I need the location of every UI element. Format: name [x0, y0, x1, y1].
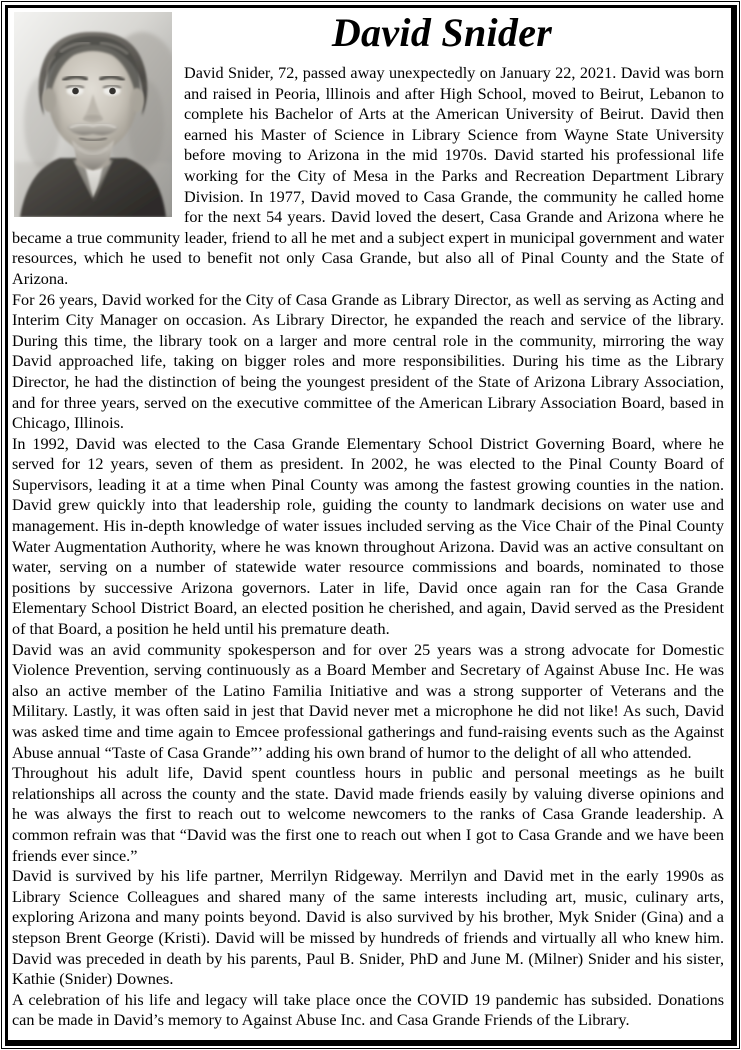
- obituary-paragraph: For 26 years, David worked for the City of Casa Grande as Library Director, as well as serving as Acting and Interim City Manager on occasion. As Library Director, he expanded the reach and service of the library. During this time, the library took on a larger and more central role in the community, mirroring the way David approached life, taking on bigger roles and more responsibilities. During his time as the Library Director, he had the distinction of being the youngest president of the State of Arizona Library Association, and for three years, served on the executive committee of the American Library Association Board, based in Chicago, Illinois.: [12, 290, 724, 433]
- portrait-photo: [14, 12, 172, 217]
- obituary-paragraph: Throughout his adult life, David spent countless hours in public and personal meetings as he built relationships all across the county and the state. David made friends easily by valuing diverse opinions and he was always the first to reach out to welcome newcomers to the ranks of Casa Grande leadership. A common refrain was that “David was the first one to reach out when I got to Casa Grande and we have been friends ever since.”: [12, 764, 724, 865]
- obituary-paragraph: David is survived by his life partner, Merrilyn Ridgeway. Merrilyn and David met in the early 1990s as Library Science Colleagues and shared many of the same interests including art, music, culinary arts, exploring Arizona and many points beyond. David is also survived by his brother, Myk Snider (Gina) and a stepson Brent George (Kristi). David will be missed by hundreds of friends and virtually all who knew him. David was preceded in death by his parents, Paul B. Snider, PhD and June M. (Milner) Snider and his sister, Kathie (Snider) Downes.: [12, 867, 724, 989]
- obituary-headline: David Snider: [331, 10, 553, 55]
- obituary-content: [12, 9, 724, 1037]
- obituary-paragraph: A celebration of his life and legacy will take place once the COVID 19 pandemic has subsided. Donations can be made in David’s memory to Against Abuse Inc. and Casa Grande Friends of the Library.: [12, 990, 724, 1030]
- obituary-paragraph: David Snider, 72, passed away unexpectedly on January 22, 2021. David was born and raised in Peoria, lllinois and after High School, moved to Beirut, Lebanon to complete his Bachelor of Arts at the American University of Beirut. David then earned his Master of Science in Library Science from Wayne State University before moving to Arizona in the mid 1970s. David started his professional life working for the City of Mesa in the Parks and Recreation Department Library Division. In 1977, David moved to Casa Grande, the community he called home for the next 54 years. David loved the desert, Casa Grande and Arizona where he became a true community leader, friend to all he met and a subject expert in municipal government and water resources, which he used to benefit not only Casa Grande, but also all of Pinal County and the State of Arizona.: [12, 64, 724, 288]
- obituary-paragraph: In 1992, David was elected to the Casa Grande Elementary School District Governing Board, where he served for 12 years, seven of them as president. In 2002, he was elected to the Pinal County Board of Supervisors, leading it at a time when Pinal County was among the fastest growing counties in the nation. David grew quickly into that leadership role, guiding the county to landmark decisions on water use and management. His in-depth knowledge of water issues included serving as the Vice Chair of the Pinal County Water Augmentation Authority, where he was known throughout Arizona. David was an active consultant on water, serving on a number of statewide water resource commissions and boards, nominated to those positions by successive Arizona governors. Later in life, David once again ran for the Casa Grande Elementary School District Board, an elected position he cherished, and again, David served as the President of that Board, a position he held until his premature death.: [12, 434, 724, 639]
- obituary-paragraph: David was an avid community spokesperson and for over 25 years was a strong advocate for Domestic Violence Prevention, serving continuously as a Board Member and Secretary of Against Abuse Inc. He was also an active member of the Latino Familia Initiative and was a strong supporter of Veterans and the Military. Lastly, it was often said in jest that David never met a microphone he did not like! As such, David was asked time and time again to Emcee professional gatherings and fund-raising events such as the Against Abuse annual “Taste of Casa Grande”’ adding his own brand of humor to the delight of all who attended.: [12, 640, 724, 762]
